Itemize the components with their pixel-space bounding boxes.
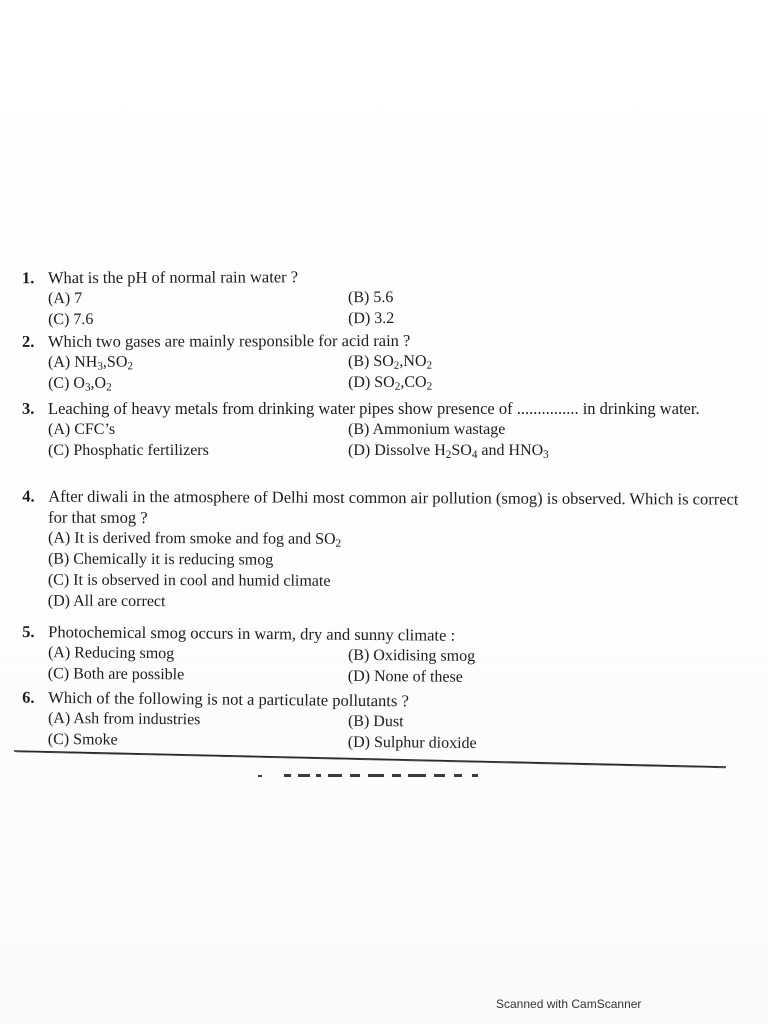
- options-row: [22, 527, 722, 551]
- option-a: (A) $NH_3,SO_2$: [47, 353, 133, 373]
- question-number: 5.: [22, 621, 35, 642]
- option-d: (D) All are correct: [47, 592, 166, 611]
- options-row: [22, 286, 722, 309]
- question-1: [22, 265, 722, 330]
- question-number: 6.: [22, 687, 35, 707]
- question-6: [22, 687, 723, 757]
- question-number: 3.: [22, 399, 35, 418]
- option-c: (C) $O_3,O_2$: [48, 374, 112, 394]
- option-b: (B) $SO_2,NO_2$: [347, 352, 433, 372]
- options-row: [22, 307, 722, 330]
- options-row: [22, 590, 722, 614]
- option-c: (C) 7.6: [48, 310, 94, 329]
- question-1-stem: [22, 265, 722, 288]
- options-row: [22, 419, 722, 440]
- question-3: [22, 398, 722, 461]
- question-2-stem: [22, 329, 722, 352]
- question-number: 4.: [22, 486, 35, 506]
- option-a: (A) 7: [47, 290, 83, 308]
- options-row: [22, 569, 722, 593]
- question-5: [22, 621, 723, 690]
- option-b: (B) Ammonium wastage: [348, 421, 506, 438]
- option-d: (D) $SO_2,CO_2$: [348, 373, 433, 393]
- option-b: (B) Oxidising smog: [347, 646, 476, 665]
- option-b: (B) Dust: [347, 712, 404, 731]
- page-divider-line: [14, 747, 726, 769]
- option-c: (C) It is observed in cool and humid climate: [47, 571, 331, 590]
- option-a: (A) CFC’s: [48, 421, 116, 438]
- question-4-stem: [22, 485, 748, 530]
- option-b: (B) 5.6: [347, 288, 394, 307]
- option-d: (D) Sulphur dioxide: [347, 733, 477, 753]
- question-text: Which two gases are mainly responsible for acid rain ?: [47, 330, 411, 351]
- question-number: 2.: [21, 331, 35, 351]
- option-a: (A) It is derived from smoke and fog and $SO_2$: [48, 529, 342, 550]
- question-2: [22, 329, 722, 394]
- option-d: (D) None of these: [347, 667, 463, 686]
- camscanner-watermark: Scanned with CamScanner: [496, 997, 642, 1011]
- question-text: After diwali in the atmosphere of Delhi most common air pollution (smog) is observed. Which is correct for that smog ?: [48, 486, 739, 528]
- options-row: [22, 371, 722, 394]
- question-text: Leaching of heavy metals from drinking water pipes show presence of ............... in drinking water.: [48, 399, 700, 418]
- question-4: [22, 485, 739, 614]
- cut-off-footer-fragment: [258, 770, 488, 778]
- question-3-stem: [22, 398, 718, 419]
- options-row: [22, 440, 722, 461]
- option-c: (C) Smoke: [47, 730, 118, 749]
- option-c: (C) Both are possible: [47, 665, 185, 684]
- option-c: (C) Phosphatic fertilizers: [48, 442, 209, 459]
- question-text: Photochemical smog occurs in warm, dry and sunny climate :: [48, 622, 456, 645]
- option-a: (A) Ash from industries: [47, 709, 201, 729]
- options-row: [22, 350, 722, 373]
- option-b: (B) Chemically it is reducing smog: [47, 550, 274, 569]
- question-number: 1.: [21, 268, 35, 288]
- question-text: What is the pH of normal rain water ?: [47, 267, 299, 288]
- option-d: (D) Dissolve $H_2SO_4$ and $HNO_3$: [348, 442, 549, 461]
- options-row: [22, 548, 722, 572]
- question-text: Which of the following is not a particulate pollutants ?: [48, 687, 409, 711]
- option-d: (D) 3.2: [348, 309, 395, 328]
- option-a: (A) Reducing smog: [47, 644, 175, 663]
